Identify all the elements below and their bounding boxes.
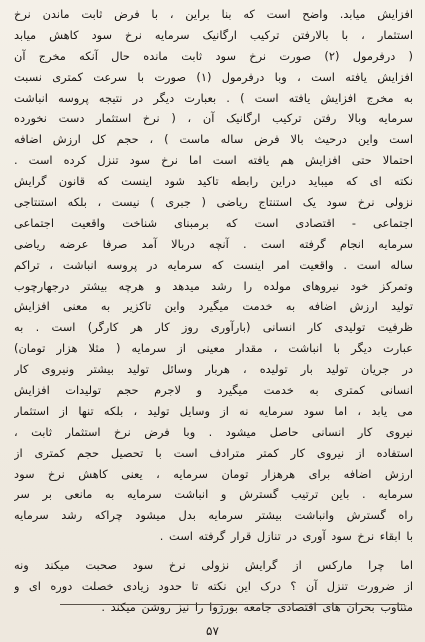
text-line: در جریان تولید بار تولیده ، هربار وسائل تولید بیشتر ونیروی کار bbox=[14, 362, 413, 377]
text-line: ارزش اضافه برای هرهزار تومان سرمایه ، یعنی کاهش نرخ سود bbox=[14, 466, 413, 481]
text-line: استثمار ، با بالارفتن ترکیب ارگانیک سرمایه نرخ سود کاهش میابد bbox=[14, 27, 413, 42]
text-line: تولید ارزش اضافه به خدمت میگیرد واین تاکزیر به معنی افزایش bbox=[14, 299, 413, 314]
text-line: ظرفیت تولیدی کار انسانی (بارآوری روز کار هر کارگر) است . به bbox=[14, 320, 413, 335]
paragraph-gap bbox=[14, 547, 413, 555]
text-line: راه گسترش وانباشت بیشتر سرمایه بدل میشود چراکه رشد سرمایه bbox=[14, 508, 413, 523]
text-line: استفاده از نیروی کار کمتر مترادف است با تحصیل حجم کمتری از bbox=[14, 445, 413, 460]
paragraph-2 bbox=[14, 555, 413, 618]
page-number: ۵۷ bbox=[206, 624, 219, 638]
text-line: اجتماعی - اقتصادی است که برمبنای شناخت واقعیت اجتماعی bbox=[14, 215, 413, 230]
text-line: عبارت دیگر با انباشت ، مقدار معینی از سرمایه ( مثلا هزار تومان) bbox=[14, 341, 413, 356]
text-line: متناوب بحران های اقتصادی جامعه بورژوا را نیز روشن میکند . bbox=[101, 599, 413, 614]
text-line: ( درفرمول (۲) صورت نرخ سود ثابت مانده حال آنکه مخرج آن bbox=[14, 48, 413, 63]
underline-rule bbox=[60, 604, 405, 605]
text-line: از ضرورت تنزل آن ؟ درک این نکته تا حدود زیادی خصلت دوره ای و bbox=[14, 579, 413, 594]
text-line: اما چرا مارکس از گرایش نزولی نرخ سود صحبت میکند ونه bbox=[14, 558, 413, 573]
text-line: است واین درحیث بالا فرض ساله ماست ) ، حجم کل ارزش اضافه bbox=[14, 132, 413, 147]
text-line: سرمایه وبالا رفتن ترکیب ارگانیک آن ، ( نرخ استثمار دست نخورده bbox=[14, 111, 413, 126]
body-text bbox=[14, 4, 413, 618]
text-line: افزایش میابد. واضح است که بنا براین ، با فرض ثابت ماندن نرخ bbox=[14, 7, 413, 21]
text-line: افزایش یافته است ، وبا درفرمول (۱) صورت با سرعت کمتری نسبت bbox=[14, 69, 413, 84]
text-line: می یابد ، اما سود سرمایه نه از وسایل تولید ، بلکه تنها از استثمار bbox=[14, 403, 413, 418]
paragraph-1 bbox=[14, 4, 413, 547]
text-line: نکته ای که میباید دراین رابطه تاکید شود اینست که قانون گرایش bbox=[14, 174, 413, 189]
text-line: وتمرکز خود نیروهای مولده را رشد میدهد و هرچه بیشتر درجهارچوب bbox=[14, 278, 413, 293]
text-line: احتمالا حتی افزایش هم یافته است اما نرخ سود تنزل کرده است . bbox=[14, 153, 413, 168]
text-line: نیروی کار انسانی حاصل میشود . وبا فرض نرخ استثمار ثابت ، bbox=[14, 424, 413, 439]
text-line: به مخرج افزایش یافته است ) . بعبارت دیگر در نتیجه پروسه انباشت bbox=[14, 90, 413, 105]
text-line: سرمایه . باین ترتیب گسترش و انباشت سرمایه به مانعی بر سر bbox=[14, 487, 413, 502]
text-line: انسانی کمتری به خدمت میگیرد و لاجرم حجم تولیدات افزایش bbox=[14, 383, 413, 398]
text-line: با ابقاء نرخ سود آوری در تنازل قرار گرفته است . bbox=[159, 529, 413, 544]
text-line: نزولی نرخ سود یک استنتاج ریاضی ( جبری ) نیست ، بلکه استنتاجی bbox=[14, 195, 413, 210]
text-line: سرمایه انجام گرفته است . آنچه دربالا آمد صرفا عرضه ریاضی bbox=[14, 236, 413, 251]
text-line: ساله است . واقعیت امر اینست که سرمایه در پروسه انباشت ، تراکم bbox=[14, 257, 413, 272]
